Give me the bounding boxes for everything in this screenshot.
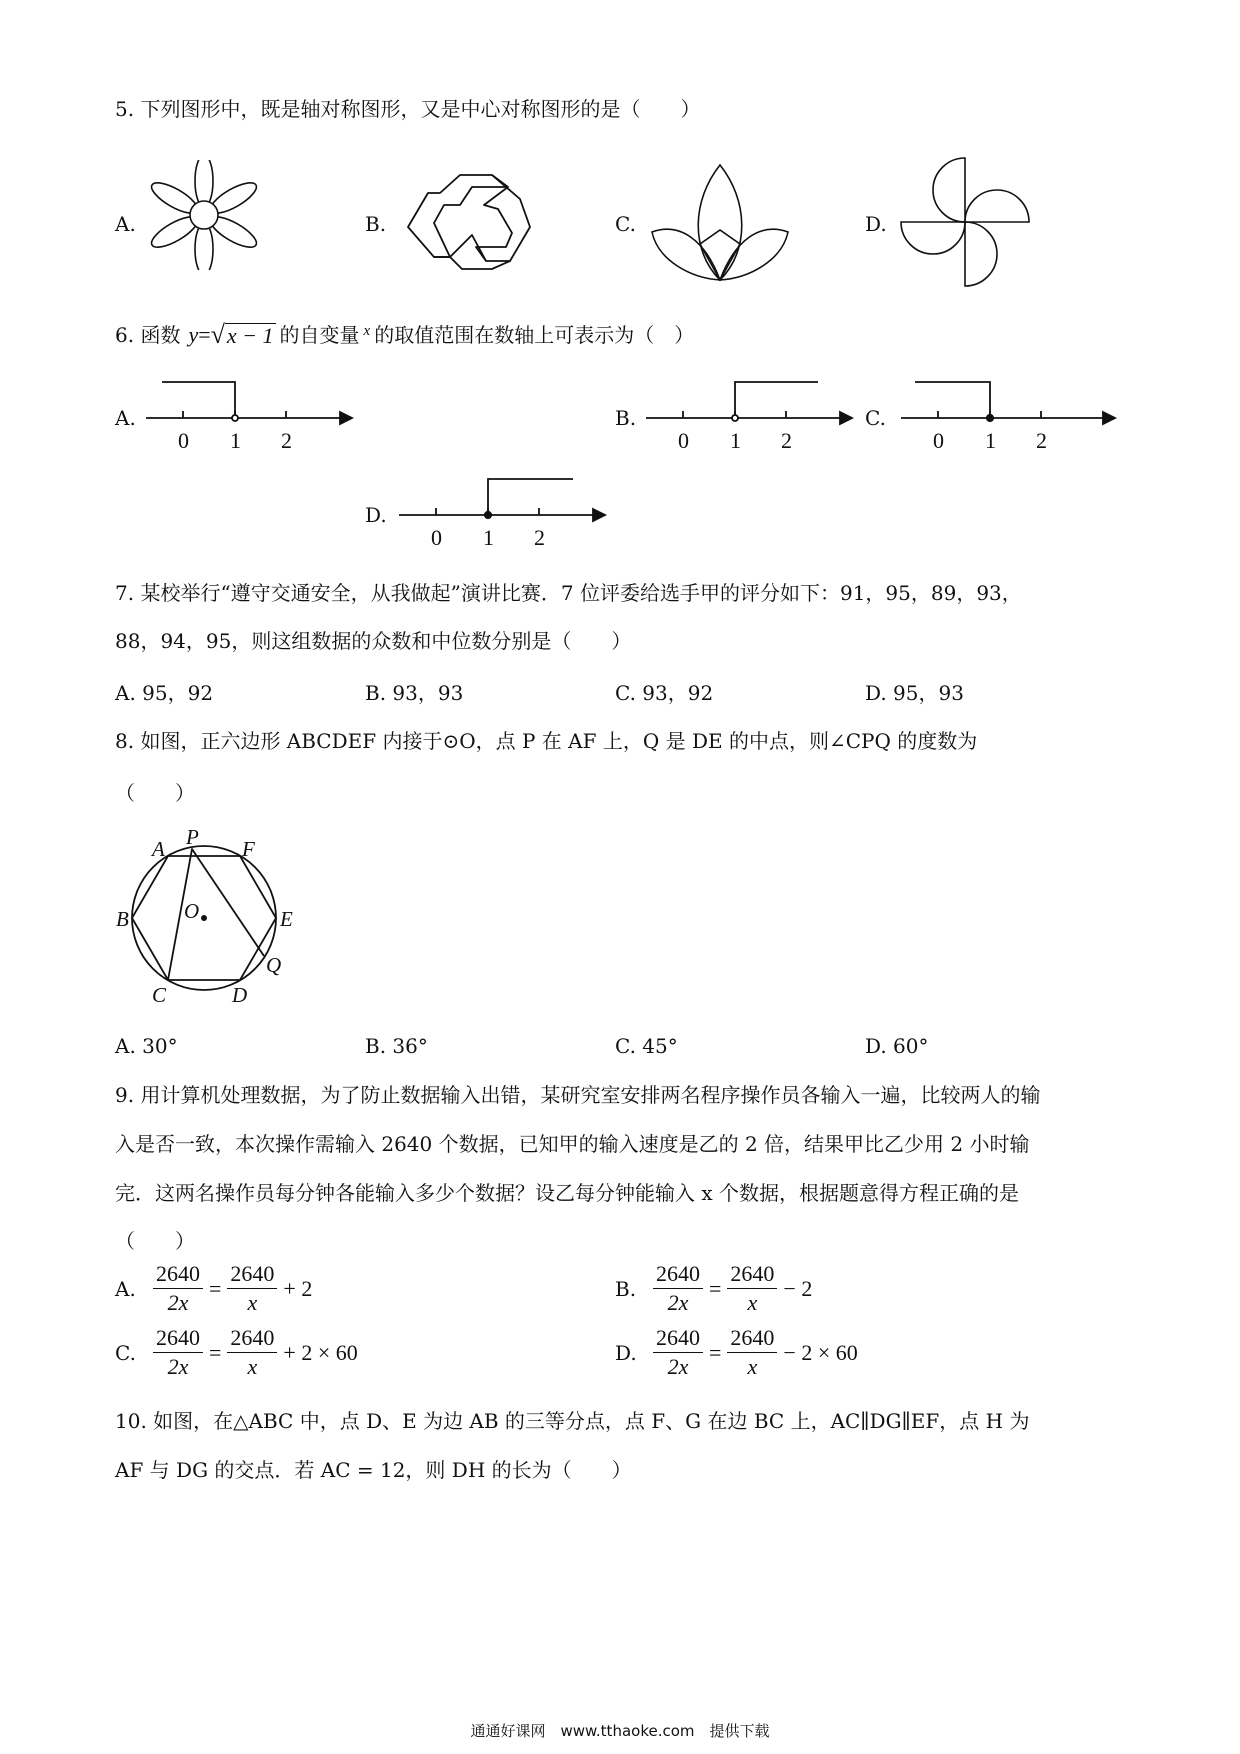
- number-line-d: [393, 472, 608, 552]
- footer-text: 通通好课网 www.tthaoke.com 提供下载: [470, 1722, 770, 1740]
- q7-option-a: A. 95，92: [115, 681, 214, 705]
- tick-label-2: 2: [534, 525, 545, 550]
- q6-option-c-label: C.: [865, 406, 886, 430]
- fraction: $\frac{2640}{x}$: [727, 1260, 777, 1317]
- q6-stem: [115, 322, 694, 348]
- q9-option-c-label: C.: [115, 1340, 136, 1365]
- tick-label-1: 1: [483, 525, 494, 550]
- q9-line4: （ ）: [115, 1229, 195, 1253]
- q5-option-c-label: C.: [615, 212, 636, 236]
- fraction: $\frac{2640}{2x}$: [153, 1260, 203, 1317]
- q9-option-d-label: D.: [615, 1340, 637, 1365]
- fraction: $\frac{2640}{x}$: [227, 1260, 277, 1317]
- fraction: $\frac{2640}{2x}$: [153, 1324, 203, 1381]
- number-line-c: [895, 375, 1120, 455]
- q7-option-b: B. 93，93: [365, 681, 464, 705]
- q9-line3: 完．这两名操作员每分钟各能输入多少个数据？设乙每分钟能输入 x 个数据，根据题意得方程正确的是: [115, 1181, 1019, 1205]
- q8-option-c: C. 45°: [615, 1034, 678, 1058]
- fraction: $\frac{2640}{x}$: [727, 1324, 777, 1381]
- q7-option-d: D. 95，93: [865, 681, 964, 705]
- q6-option-a-label: A.: [115, 406, 136, 430]
- q8-option-d: D. 60°: [865, 1034, 929, 1058]
- tick-label-1: 1: [730, 428, 741, 453]
- q7-option-c: C. 93，92: [615, 681, 714, 705]
- q6-radicand: x − 1: [226, 323, 274, 348]
- q9-line2: 入是否一致，本次操作需输入 2640 个数据，已知甲的输入速度是乙的 2 倍，结果甲比乙少用 2 小时输: [115, 1132, 1030, 1156]
- label-a: A: [152, 837, 165, 861]
- number-line-b: [640, 375, 855, 455]
- q6-stem-pre: 6. 函数: [115, 323, 181, 347]
- tick-label-2: 2: [281, 428, 292, 453]
- pinwheel-figure: [898, 155, 1033, 290]
- label-c: C: [152, 983, 167, 1007]
- tick-label-2: 2: [781, 428, 792, 453]
- q9-option-a-label: A.: [115, 1276, 136, 1301]
- q8-option-b: B. 36°: [365, 1034, 428, 1058]
- fraction: $\frac{2640}{x}$: [227, 1324, 277, 1381]
- q9-option-d: D. $\frac{2640}{2x}$ = $\frac{2640}{x}$ − 2 × 60: [615, 1325, 858, 1379]
- q6-y-variable: y: [188, 322, 199, 347]
- q8-line1: 8. 如图，正六边形 ABCDEF 内接于⊙O，点 P 在 AF 上，Q 是 DE 的中点，则∠CPQ 的度数为: [115, 729, 978, 753]
- radical-sign-icon: √: [210, 320, 225, 349]
- tick-label-1: 1: [985, 428, 996, 453]
- fraction: $\frac{2640}{2x}$: [653, 1324, 703, 1381]
- q9-line1: 9. 用计算机处理数据，为了防止数据输入出错，某研究室安排两名程序操作员各输入一遍，比较两人的输: [115, 1083, 1041, 1107]
- q9-option-c: C. $\frac{2640}{2x}$ = $\frac{2640}{x}$ + 2 × 60: [115, 1325, 358, 1379]
- label-b: B: [116, 907, 129, 931]
- hexagon-arrows-figure: [400, 165, 535, 275]
- q6-option-b-label: B.: [615, 406, 637, 430]
- label-e: E: [280, 907, 293, 931]
- hexagon-in-circle-figure: [108, 822, 308, 1012]
- q7-line2: 88，94，95，则这组数据的众数和中位数分别是（ ）: [115, 629, 632, 653]
- fraction: $\frac{2640}{2x}$: [653, 1260, 703, 1317]
- tick-label-2: 2: [1036, 428, 1047, 453]
- q9-option-b-label: B.: [615, 1276, 637, 1301]
- q6-stem-post: 的取值范围在数轴上可表示为（ ）: [374, 323, 695, 347]
- tick-label-0: 0: [431, 525, 442, 550]
- q7-line1: 7. 某校举行“遵守交通安全，从我做起”演讲比赛．7 位评委给选手甲的评分如下：91，95，89，93，: [115, 581, 1022, 605]
- number-line-a: [140, 375, 355, 455]
- q6-equals: =: [198, 322, 211, 347]
- flower-figure: [148, 160, 260, 270]
- label-f: F: [242, 837, 255, 861]
- q10-line1: 10. 如图，在△ABC 中，点 D、E 为边 AB 的三等分点，点 F、G 在边 BC 上，AC∥DG∥EF，点 H 为: [115, 1409, 1030, 1433]
- q6-sqrt: [211, 322, 276, 348]
- label-p: P: [186, 825, 199, 849]
- lotus-figure: [650, 160, 790, 285]
- q5-stem: 5. 下列图形中，既是轴对称图形，又是中心对称图形的是（ ）: [115, 97, 701, 121]
- q10-line2: AF 与 DG 的交点．若 AC = 12，则 DH 的长为（ ）: [115, 1458, 632, 1482]
- q9-option-a: A. $\frac{2640}{2x}$ = $\frac{2640}{x}$ + 2: [115, 1261, 313, 1315]
- q6-option-d-label: D.: [365, 503, 387, 527]
- q8-option-a: A. 30°: [115, 1034, 178, 1058]
- tick-label-0: 0: [178, 428, 189, 453]
- q6-x-variable: x: [363, 323, 371, 339]
- tick-label-0: 0: [933, 428, 944, 453]
- q5-option-b-label: B.: [365, 212, 387, 236]
- label-o: O: [184, 899, 200, 923]
- q5-option-a-label: A.: [115, 212, 136, 236]
- tick-label-1: 1: [230, 428, 241, 453]
- label-q: Q: [266, 953, 282, 977]
- tick-label-0: 0: [678, 428, 689, 453]
- label-d: D: [232, 983, 248, 1007]
- q8-line2: （ ）: [115, 781, 195, 805]
- q5-option-d-label: D.: [865, 212, 887, 236]
- q9-option-b: B. $\frac{2640}{2x}$ = $\frac{2640}{x}$ − 2: [615, 1261, 813, 1315]
- q6-stem-mid: 的自变量: [279, 323, 360, 347]
